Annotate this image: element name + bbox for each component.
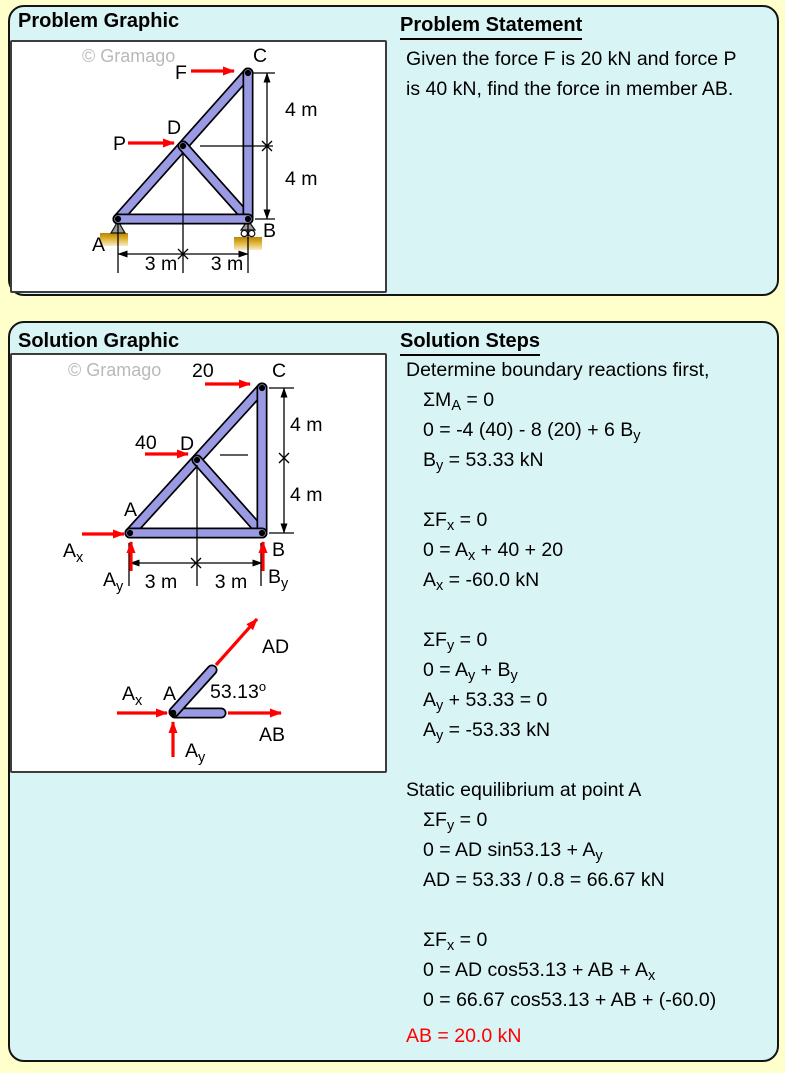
solution-panel [8, 321, 779, 1062]
solution-line: $A_x = -60.0$ kN [423, 569, 540, 594]
problem-graphic-title: Problem Graphic [18, 10, 180, 32]
node-label-c: C [272, 360, 287, 382]
force-label-p: P [113, 133, 127, 155]
joint-member-label-ad: AD [262, 636, 290, 658]
solution-line: $\Sigma F_y = 0$ [423, 809, 488, 834]
solution-line: Determine boundary reactions first, [406, 359, 710, 381]
problem-statement-text [406, 44, 737, 104]
dim-label-3m-left: 3 m [144, 571, 178, 593]
watermark: © Gramago [82, 46, 176, 66]
dim-label-4m-lower: 4 m [290, 484, 323, 506]
solution-line: $\Sigma F_x = 0$ [423, 509, 488, 534]
dim-label-3m-left: 3 m [144, 253, 178, 275]
problem-panel [8, 5, 779, 296]
joint-node-label-a: A [163, 683, 177, 705]
node-label-a: A [92, 234, 106, 256]
solution-line: AD = 53.33 / 0.8 = 66.67 kN [423, 869, 665, 891]
node-label-d: D [167, 117, 182, 139]
solution-line: $0 = A_y + B_y$ [423, 659, 518, 684]
problem-statement-header: Problem Statement [400, 14, 582, 40]
node-label-a: A [124, 499, 138, 521]
solution-graphic-title: Solution Graphic [18, 330, 180, 352]
solution-line: 0 = 66.67 cos53.13 + AB + (-60.0) [423, 989, 717, 1011]
solution-line: $\Sigma F_y = 0$ [423, 629, 488, 654]
reaction-label-ax: $A_x$ [63, 540, 84, 566]
node-label-b: B [263, 220, 277, 242]
blank-line [406, 475, 716, 505]
solution-line: Static equilibrium at point A [406, 779, 642, 801]
solution-line: 0 = AD $\sin 53.13 + A_y$ [423, 839, 603, 864]
solution-line: $A_y + 53.33 = 0$ [423, 689, 548, 714]
dimension-lines [129, 388, 294, 586]
joint-reaction-label-ay: $A_y$ [185, 740, 206, 766]
node-label-d: D [180, 433, 195, 455]
solution-graphic-box [10, 353, 387, 773]
reaction-label-by: $B_y$ [268, 566, 289, 592]
joint-force-arrow-ad [216, 619, 257, 665]
solution-line: $\Sigma F_x = 0$ [423, 929, 488, 954]
solution-line: $B_y = 53.33$ kN [423, 449, 544, 474]
dim-label-3m-right: 3 m [214, 571, 248, 593]
problem-graphic-box [10, 40, 387, 293]
solution-line: $0 = A_x + 40 + 20$ [423, 539, 564, 564]
statement-line: Given the force F is 20 kN and force P [406, 48, 737, 70]
dim-label-3m-right: 3 m [210, 253, 244, 275]
force-value-20: 20 [192, 360, 214, 382]
node-label-c: C [253, 45, 268, 67]
solution-line: 0 = AD cos53.13 + AB + $A_x$ [423, 959, 656, 984]
solution-line: 0 = -4 (40) - 8 (20) + 6 $B_y$ [423, 419, 641, 444]
force-value-40: 40 [135, 432, 157, 454]
result-line: AB = 20.0 kN [406, 1025, 522, 1047]
reaction-label-ay: $A_y$ [103, 569, 124, 595]
statement-line: is 40 kN, find the force in member AB. [406, 78, 734, 100]
solution-truss-diagram [12, 355, 385, 771]
solution-line: $\Sigma M_A = 0$ [423, 389, 495, 414]
dim-label-4m-upper: 4 m [285, 99, 318, 121]
dim-label-4m-upper: 4 m [290, 414, 323, 436]
joint-reaction-label-ax: $A_x$ [122, 683, 143, 709]
dim-label-4m-lower: 4 m [285, 168, 318, 190]
joint-member-label-ab: AB [259, 724, 286, 746]
solution-steps-lines [406, 355, 716, 1051]
problem-truss-diagram [12, 42, 385, 291]
blank-line [406, 895, 716, 925]
blank-line [406, 595, 716, 625]
blank-line [406, 745, 716, 775]
solution-steps-header: Solution Steps [400, 330, 540, 356]
force-label-f: F [175, 62, 187, 84]
joint-angle-label: 53.13$^o$ [210, 679, 267, 703]
watermark: © Gramago [68, 360, 162, 380]
node-label-b: B [272, 539, 286, 561]
solution-line: $A_y = -53.33$ kN [423, 719, 551, 744]
